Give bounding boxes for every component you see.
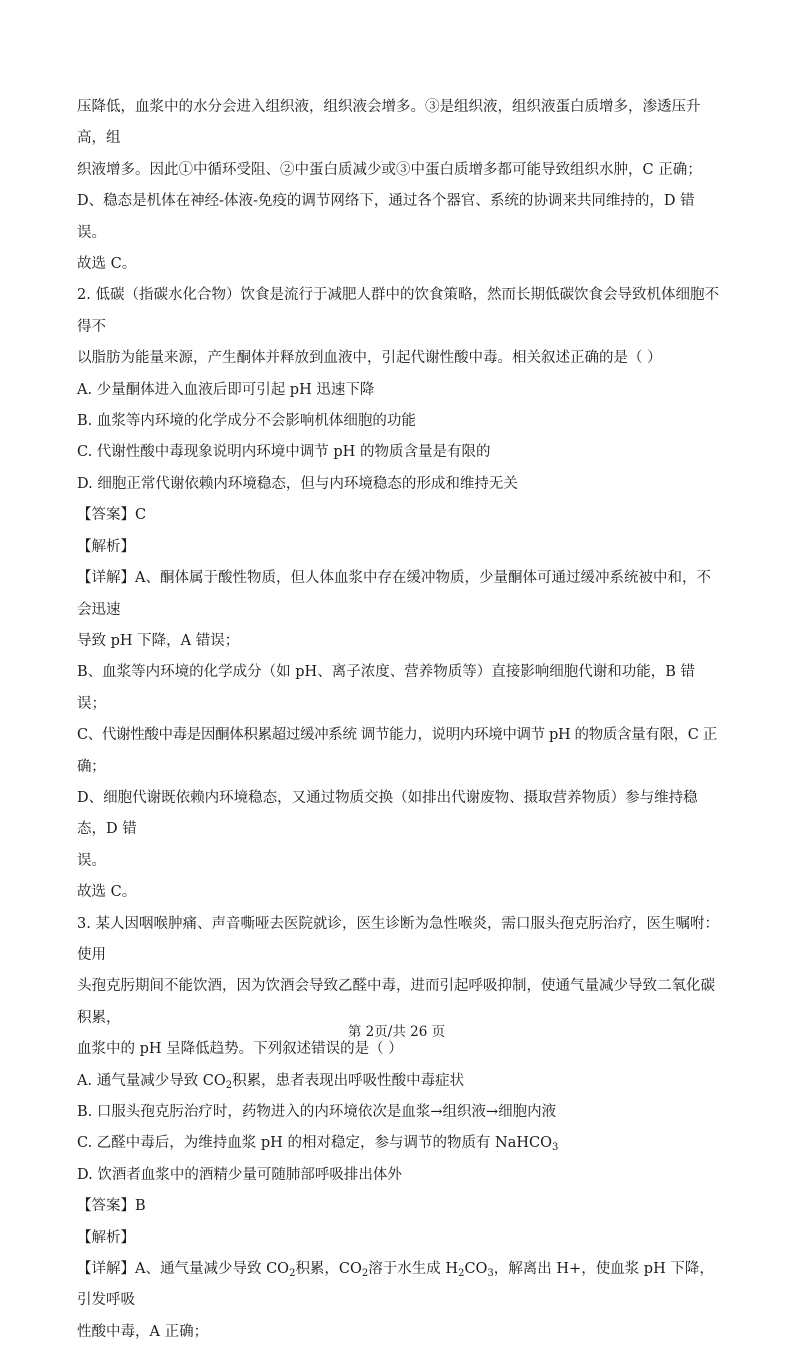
detail-line: D、细胞代谢既依赖内环境稳态，又通过物质交换（如排出代谢废物、摄取营养物质）参与维持稳态，D 错 xyxy=(77,789,698,838)
option-b: B. 口服头孢克肟治疗时，药物进入的内环境依次是血浆→组织液→细胞内液 xyxy=(77,1104,557,1120)
answer-label: 【答案】C xyxy=(77,507,147,524)
detail-line: 【详解】A、酮体属于酸性物质，但人体血浆中存在缓冲物质，少量酮体可通过缓冲系统被中和，不会迅速 xyxy=(77,570,711,618)
analysis-label: 【解析】 xyxy=(77,538,135,555)
question-3-line: 血浆中的 pH 呈降低趋势。下列叙述错误的是（ ） xyxy=(77,1041,403,1058)
question-2-line: 以脂肪为能量来源，产生酮体并释放到血液中，引起代谢性酸中毒。相关叙述正确的是（ ） xyxy=(77,350,662,367)
conclusion-line: 故选 C。 xyxy=(77,884,137,901)
subscript: 2 xyxy=(225,1079,233,1091)
option-b: B. 血浆等内环境的化学成分不会影响机体细胞的功能 xyxy=(77,413,416,430)
detail-text: 积累，CO xyxy=(295,1261,362,1278)
subscript: 3 xyxy=(487,1268,494,1280)
option-a: A. 少量酮体进入血液后即可引起 pH 迅速下降 xyxy=(77,381,375,398)
option-a-text: A. 通气量减少导致 CO xyxy=(77,1072,226,1089)
detail-text: 溶于水生成 H xyxy=(368,1261,459,1278)
option-d: D. 饮酒者血浆中的酒精少量可随肺部呼吸排出体外 xyxy=(77,1166,402,1183)
detail-line: 导致 pH 下降，A 错误； xyxy=(77,632,240,649)
subscript: 2 xyxy=(361,1268,369,1280)
text-line: 织液增多。因此①中循环受阻、②中蛋白质减少或③中蛋白质增多都可能导致组织水肿，C 正确； xyxy=(77,161,702,178)
text-line: 压降低，血浆中的水分会进入组织液，组织液会增多。③是组织液，组织液蛋白质增多，渗透压升高，组 xyxy=(77,99,701,147)
option-d: D. 细胞正常代谢依赖内环境稳态，但与内环境稳态的形成和维持无关 xyxy=(77,475,518,492)
analysis-label: 【解析】 xyxy=(77,1229,135,1246)
detail-line: C、代谢性酸中毒是因酮体积累超过缓冲系统 调节能力，说明内环境中调节 pH 的物质含量有限，C 正确； xyxy=(77,727,717,775)
question-3-line: 头孢克肟期间不能饮酒，因为饮酒会导致乙醛中毒，进而引起呼吸抑制，使通气量减少导致二氧化碳积累， xyxy=(77,978,715,1026)
option-a xyxy=(77,1066,722,1097)
option-c-text: C. 乙醛中毒后，为维持血浆 pH 的相对稳定，参与调节的物质有 NaHCO xyxy=(77,1135,553,1152)
subscript: 2 xyxy=(458,1268,465,1280)
detail-line: 误。 xyxy=(77,852,106,869)
detail-text: 【详解】A、通气量减少导致 CO xyxy=(77,1261,290,1278)
subscript: 2 xyxy=(289,1268,296,1280)
answer-label: 【答案】B xyxy=(77,1198,146,1215)
detail-line: B、血浆等内环境的化学成分（如 pH、离子浓度、营养物质等）直接影响细胞代谢和功能，B 错误； xyxy=(77,664,695,712)
detail-line xyxy=(77,1254,722,1317)
question-2-line: 2. 低碳（指碳水化合物）饮食是流行于减肥人群中的饮食策略，然而长期低碳饮食会导致机体细胞不得不 xyxy=(77,287,719,335)
text-line: D、稳态是机体在神经-体液-免疫的调节网络下，通过各个器官、系统的协调来共同维持的，D 错误。 xyxy=(77,193,695,241)
subscript: 3 xyxy=(552,1142,559,1154)
page-footer: 第 2页/共 26 页 xyxy=(347,1024,446,1040)
page-content xyxy=(77,92,722,1348)
option-a-text: 积累，患者表现出呼吸性酸中毒症状 xyxy=(232,1072,465,1089)
detail-text: CO xyxy=(464,1261,488,1278)
option-c xyxy=(77,1128,722,1159)
detail-line: 性酸中毒，A 正确； xyxy=(77,1323,209,1340)
question-3-line: 3. 某人因咽喉肿痛、声音嘶哑去医院就诊，医生诊断为急性喉炎，需口服头孢克肟治疗，医生嘱咐：使用 xyxy=(77,915,719,963)
text-line: 故选 C。 xyxy=(77,256,137,273)
detail-text: ，解离出 H+，使血浆 pH 下降，引发呼吸 xyxy=(77,1261,714,1309)
option-c: C. 代谢性酸中毒现象说明内环境中调节 pH 的物质含量是有限的 xyxy=(77,444,491,461)
